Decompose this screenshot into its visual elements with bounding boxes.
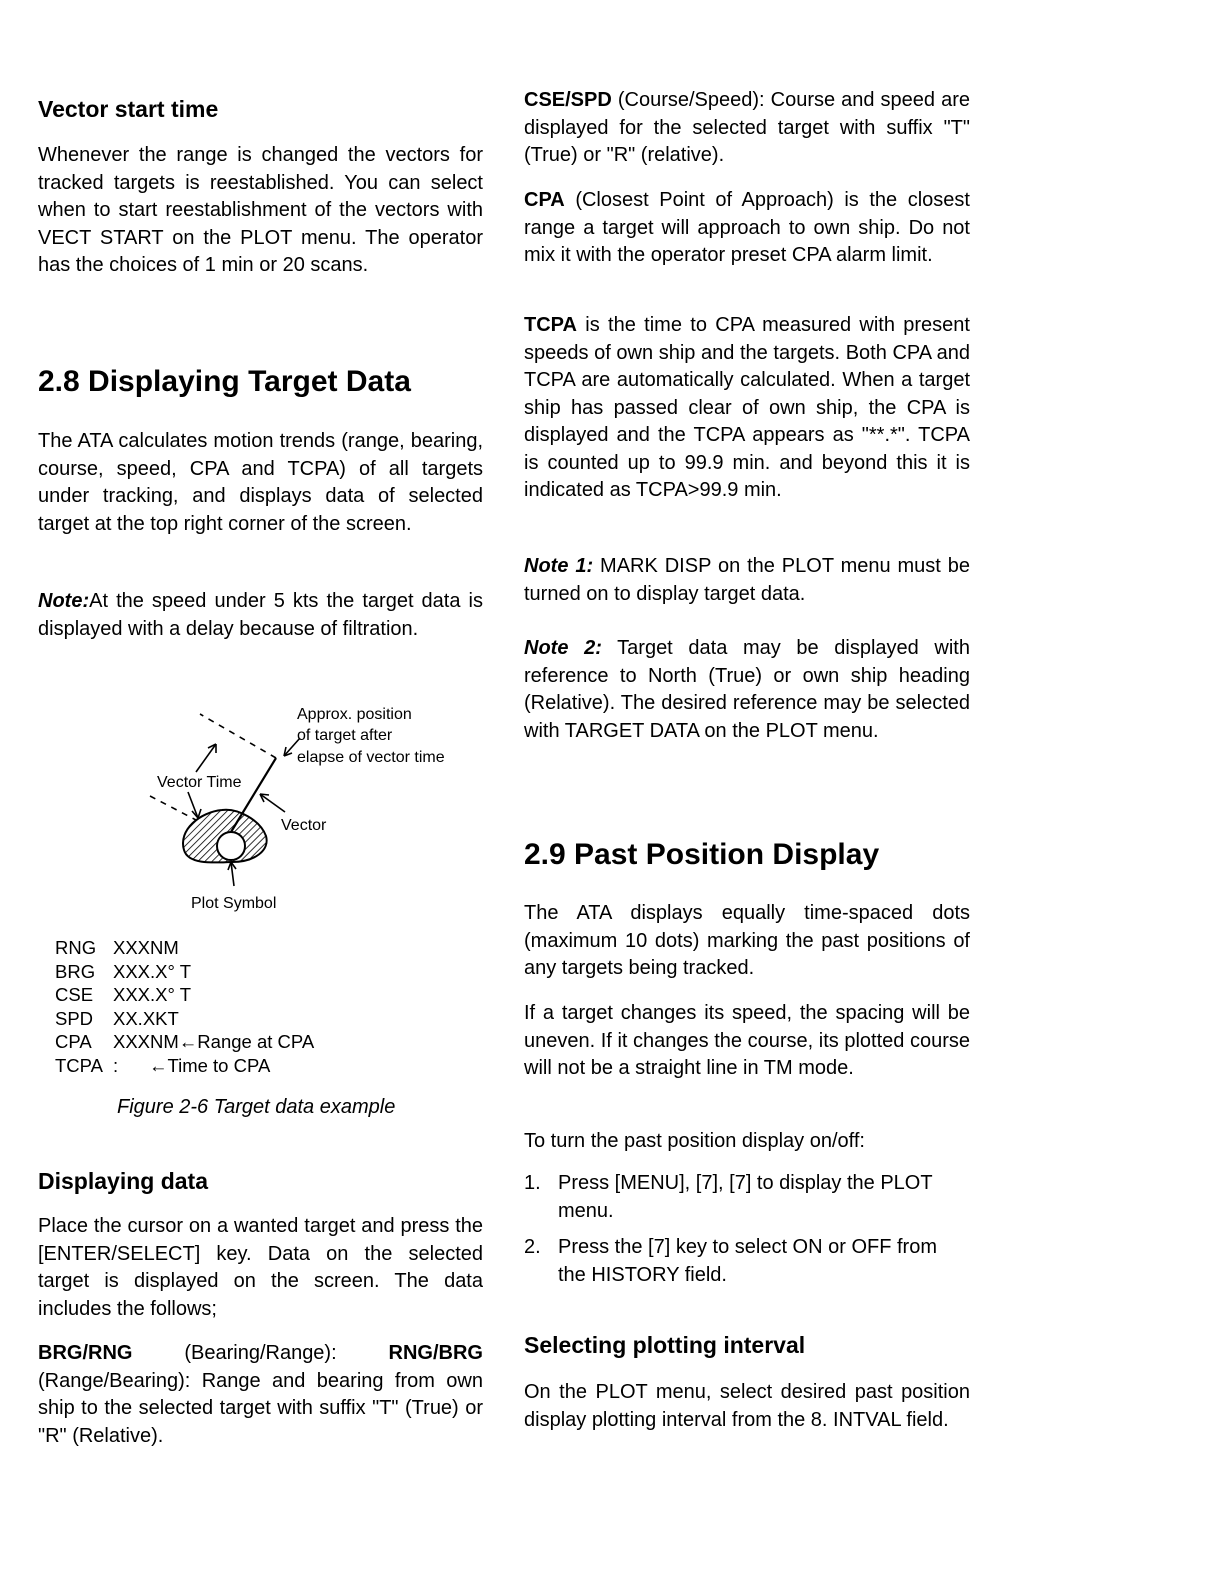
label-approx-position-3: elapse of vector time	[297, 749, 445, 766]
plotting-interval-heading: Selecting plotting interval	[524, 1332, 806, 1358]
label-approx-position-2: of target after	[297, 727, 393, 744]
vector-start-body: Whenever the range is changed the vectors for tracked targets is reestablished. You can select when to start reestablishment of the vectors with VECT START on the PLOT menu. The operator has the choices of 1 min or 20 scans.	[38, 144, 483, 276]
displaying-data-heading: Displaying data	[38, 1168, 208, 1194]
data-row-rng: RNG XXXNM	[55, 937, 179, 958]
vector-time-arrow-lower	[188, 792, 198, 818]
cpa-term: CPA	[524, 189, 565, 211]
note2-paragraph	[524, 635, 970, 745]
rng-brg-desc: (Range/Bearing): Range and bearing from own ship to the selected target with suffix "T" (True) or "R" (Relative).	[38, 1369, 483, 1447]
section-2-8-note	[38, 588, 483, 643]
data-row-spd: SPD XX.XKT	[55, 1007, 179, 1029]
brg-rng-desc: (Bearing/Range):	[132, 1342, 389, 1364]
vector-start-heading: Vector start time	[38, 96, 219, 122]
cpa-paragraph	[524, 187, 970, 270]
label-plot-symbol: Plot Symbol	[191, 895, 277, 912]
section-2-9-heading: 2.9 Past Position Display	[524, 838, 880, 871]
plotting-interval-body: On the PLOT menu, select desired past position display plotting interval from the 8. INTVAL field.	[524, 1381, 970, 1431]
data-row-tcpa: TCPA : ←Time to CPA	[55, 1054, 271, 1076]
note-text: At the speed under 5 kts the target data is displayed with a delay because of filtration.	[38, 590, 483, 640]
cse-spd-paragraph	[524, 87, 970, 170]
note-label: Note:	[38, 590, 90, 612]
note2-text: Target data may be displayed with reference to North (True) or own ship heading (Relative). The desired reference may be selected with TARGET DATA on the PLOT menu.	[524, 637, 970, 742]
brg-rng-paragraph	[38, 1340, 483, 1450]
vector-arrow	[260, 794, 285, 812]
cpa-desc: (Closest Point of Approach) is the closest range a target will approach to own ship. Do not mix it with the operator preset CPA alarm limit.	[524, 189, 970, 266]
cse-spd-desc: (Course/Speed): Course and speed are displayed for the selected target with suffix "T" (True) or "R" (relative).	[524, 89, 970, 166]
label-vector-time: Vector Time	[157, 774, 242, 791]
tcpa-desc: is the time to CPA measured with present speeds of own ship and the targets. Both CPA and TCPA are automatically calculated. When a target ship has passed clear of own ship, the CPA is displayed and the TCPA appears as "**.*". TCPA is counted up to 99.9 min. and beyond this it is indicated as TCPA>99.9 min.	[524, 314, 970, 501]
target-data-figure	[100, 690, 500, 920]
data-row-cpa: CPA XXXNM←Range at CPA	[55, 1031, 315, 1052]
data-row-cse: CSE XXX.X° T	[55, 984, 192, 1005]
rng-brg-term: RNG/BRG	[388, 1342, 483, 1364]
section-2-9-body-3: To turn the past position display on/off:	[524, 1130, 865, 1152]
data-row-brg: BRG XXX.X° T	[55, 960, 192, 982]
list-item: 2. Press the [7] key to select ON or OFF from the HISTORY field.	[524, 1236, 937, 1286]
displaying-data-body: Place the cursor on a wanted target and press the [ENTER/SELECT] key. Data on the selected target is displayed on the screen. The data includes the follows;	[38, 1215, 483, 1320]
label-vector: Vector	[281, 817, 327, 834]
label-approx-position-1: Approx. position	[297, 706, 412, 723]
section-2-8-heading: 2.8 Displaying Target Data	[38, 365, 411, 398]
tcpa-term: TCPA	[524, 314, 577, 336]
section-2-9-body-2: If a target changes its speed, the spacing will be uneven. If it changes the course, its plotted course will not be a straight line in TM mode.	[524, 1002, 970, 1079]
cse-spd-term: CSE/SPD	[524, 89, 612, 111]
tcpa-paragraph	[524, 312, 970, 505]
brg-rng-term: BRG/RNG	[38, 1342, 133, 1364]
note1-label: Note 1:	[524, 555, 594, 577]
note1-text: MARK DISP on the PLOT menu must be turned on to display target data.	[524, 555, 970, 605]
note1-paragraph	[524, 553, 970, 608]
figure-caption: Figure 2-6 Target data example	[117, 1096, 396, 1118]
plot-symbol-circle	[217, 832, 245, 860]
section-2-9-body-1: The ATA displays equally time-spaced dots (maximum 10 dots) marking the past positions of any targets being tracked.	[524, 902, 970, 979]
vector-time-arrow-upper	[196, 744, 216, 772]
note2-label: Note 2:	[524, 637, 602, 659]
target-data-block	[55, 936, 314, 1077]
steps-list	[524, 1170, 970, 1298]
section-2-8-body: The ATA calculates motion trends (range, bearing, course, speed, CPA and TCPA) of all targets under tracking, and displays data of selected target at the top right corner of the screen.	[38, 430, 483, 535]
vector-time-dashed-line-lower	[150, 796, 196, 820]
list-item: 1. Press [MENU], [7], [7] to display the PLOT menu.	[524, 1172, 933, 1222]
